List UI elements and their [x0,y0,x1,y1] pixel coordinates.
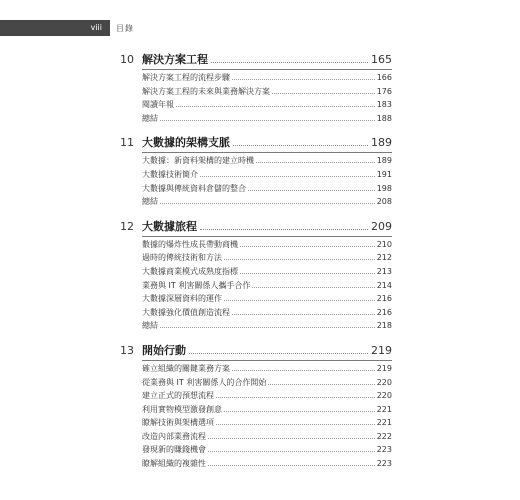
dot-leader [268,384,374,385]
entry-title: 發現新的賺錢機會 [142,445,206,455]
chapter-page-number: 165 [371,53,392,66]
entry-page-number: 223 [376,459,392,469]
entry-title: 大數據強化價值創造流程 [142,307,230,317]
toc-entry[interactable] [142,252,392,266]
toc-entry[interactable] [142,377,392,391]
dot-leader [200,176,375,177]
entry-page-number: 218 [376,321,392,331]
toc-entry[interactable] [142,390,392,404]
toc-chapter [120,134,392,209]
toc-entry[interactable] [142,86,392,100]
entry-title: 改造內部業務流程 [142,431,206,441]
toc-entry[interactable] [142,320,392,334]
table-of-contents [120,51,392,480]
entry-page-number: 213 [376,266,392,276]
dot-leader [224,259,375,260]
toc-entry[interactable] [142,431,392,445]
entry-page-number: 214 [376,280,392,290]
entry-page-number: 222 [376,431,392,441]
toc-entry[interactable] [142,363,392,377]
dot-leader [208,438,375,439]
dot-leader [216,424,375,425]
toc-entry[interactable] [142,155,392,169]
dot-leader [211,62,368,63]
dot-leader [216,397,375,398]
entry-page-number: 166 [376,73,392,82]
dot-leader [189,353,368,354]
chapter-heading[interactable] [120,51,392,69]
toc-entry[interactable] [142,183,392,197]
entry-title: 總結 [142,113,158,123]
toc-entry[interactable] [142,169,392,183]
dot-leader [240,273,375,274]
dot-leader [233,145,368,146]
entry-title: 閱讀年報 [142,100,174,110]
entry-page-number: 221 [376,404,392,414]
entry-page-number: 220 [376,391,392,401]
dot-leader [160,120,375,121]
entry-page-number: 188 [376,113,392,123]
toc-chapter [120,342,392,472]
entry-title: 瞭解技術與架構選項 [142,418,214,428]
entry-title: 瞭解組織的複雜性 [142,459,206,469]
dot-leader [248,190,375,191]
chapter-title: 大數據的架構支脈 [142,136,230,150]
entry-title: 大數據：新資料架構的建立時機 [142,156,254,166]
dot-leader [252,287,374,288]
chapter-page-number: 209 [371,219,392,233]
toc-entry[interactable] [142,280,392,294]
toc-entry[interactable] [142,196,392,210]
entry-title: 總結 [142,321,158,331]
entry-title: 過時的傳統技術和方法 [142,253,222,263]
dot-leader [176,106,375,107]
chapter-page-number: 189 [371,136,392,150]
entry-page-number: 216 [376,307,392,317]
dot-leader [232,370,375,371]
running-title: 目錄 [116,23,134,33]
toc-entry[interactable] [142,266,392,280]
chapter-number: 12 [120,219,134,233]
entry-page-number: 191 [376,169,392,179]
toc-entry[interactable] [142,417,392,431]
chapter-heading[interactable] [120,134,392,152]
chapter-number: 11 [120,136,134,150]
chapter-title: 開始行動 [142,343,186,357]
dot-leader [208,465,375,466]
chapter-heading[interactable] [120,342,392,360]
entry-page-number: 221 [376,418,392,428]
entry-page-number: 216 [376,294,392,304]
entry-title: 大數據與傳統資料倉儲的整合 [142,183,246,193]
toc-entry[interactable] [142,458,392,472]
chapter-page-number: 219 [371,343,392,357]
entry-title: 大數據深層資料的運作 [142,294,222,304]
entry-page-number: 212 [376,253,392,263]
entry-page-number: 219 [376,363,392,373]
chapter-heading[interactable] [120,218,392,236]
toc-entry[interactable] [142,113,392,127]
folio-page-number: viii [0,20,110,36]
entry-title: 確立組織的關鍵業務方案 [142,363,230,373]
entry-title: 從業務與 IT 利害關係人的合作開始 [142,377,267,387]
entry-title: 解決方案工程的未來與業務解決方案 [142,86,270,96]
toc-entry[interactable] [142,239,392,253]
dot-leader [224,411,375,412]
entry-page-number: 176 [376,86,392,96]
entry-title: 解決方案工程的流程步驟 [142,73,230,82]
toc-entry[interactable] [142,293,392,307]
chapter-rule [142,152,392,153]
chapter-number: 13 [120,343,134,357]
entry-page-number: 223 [376,445,392,455]
chapter-title: 解決方案工程 [142,53,208,66]
toc-entry[interactable] [142,72,392,86]
entry-title: 利用實物模型激發創意 [142,404,222,414]
entry-title: 數據的爆炸性成長帶動商機 [142,239,238,249]
dot-leader [232,79,375,80]
dot-leader [208,451,375,452]
toc-entry[interactable] [142,404,392,418]
chapter-rule [142,69,392,70]
chapter-title: 大數據旅程 [142,219,197,233]
entry-title: 總結 [142,197,158,207]
entry-title: 大數據商業模式成熟度指標 [142,266,238,276]
entry-page-number: 210 [376,239,392,249]
dot-leader [224,300,375,301]
entry-title: 建立正式的預想流程 [142,391,214,401]
dot-leader [160,327,375,328]
toc-entry[interactable] [142,444,392,458]
chapter-rule [142,360,392,361]
chapter-number: 10 [120,53,134,66]
entry-page-number: 220 [376,377,392,387]
entry-page-number: 183 [376,100,392,110]
entry-page-number: 189 [376,156,392,166]
running-header [0,20,134,36]
toc-entry[interactable] [142,307,392,321]
dot-leader [232,314,375,315]
dot-leader [256,162,375,163]
toc-entry[interactable] [142,99,392,113]
dot-leader [240,246,375,247]
entry-page-number: 208 [376,197,392,207]
toc-chapter [120,218,392,334]
dot-leader [272,93,375,94]
chapter-rule [142,236,392,237]
toc-chapter [120,51,392,126]
entry-title: 大數據技術簡介 [142,169,198,179]
dot-leader [200,229,368,230]
entry-page-number: 198 [376,183,392,193]
entry-title: 業務與 IT 利害關係人攜手合作 [142,280,251,290]
dot-leader [160,203,375,204]
